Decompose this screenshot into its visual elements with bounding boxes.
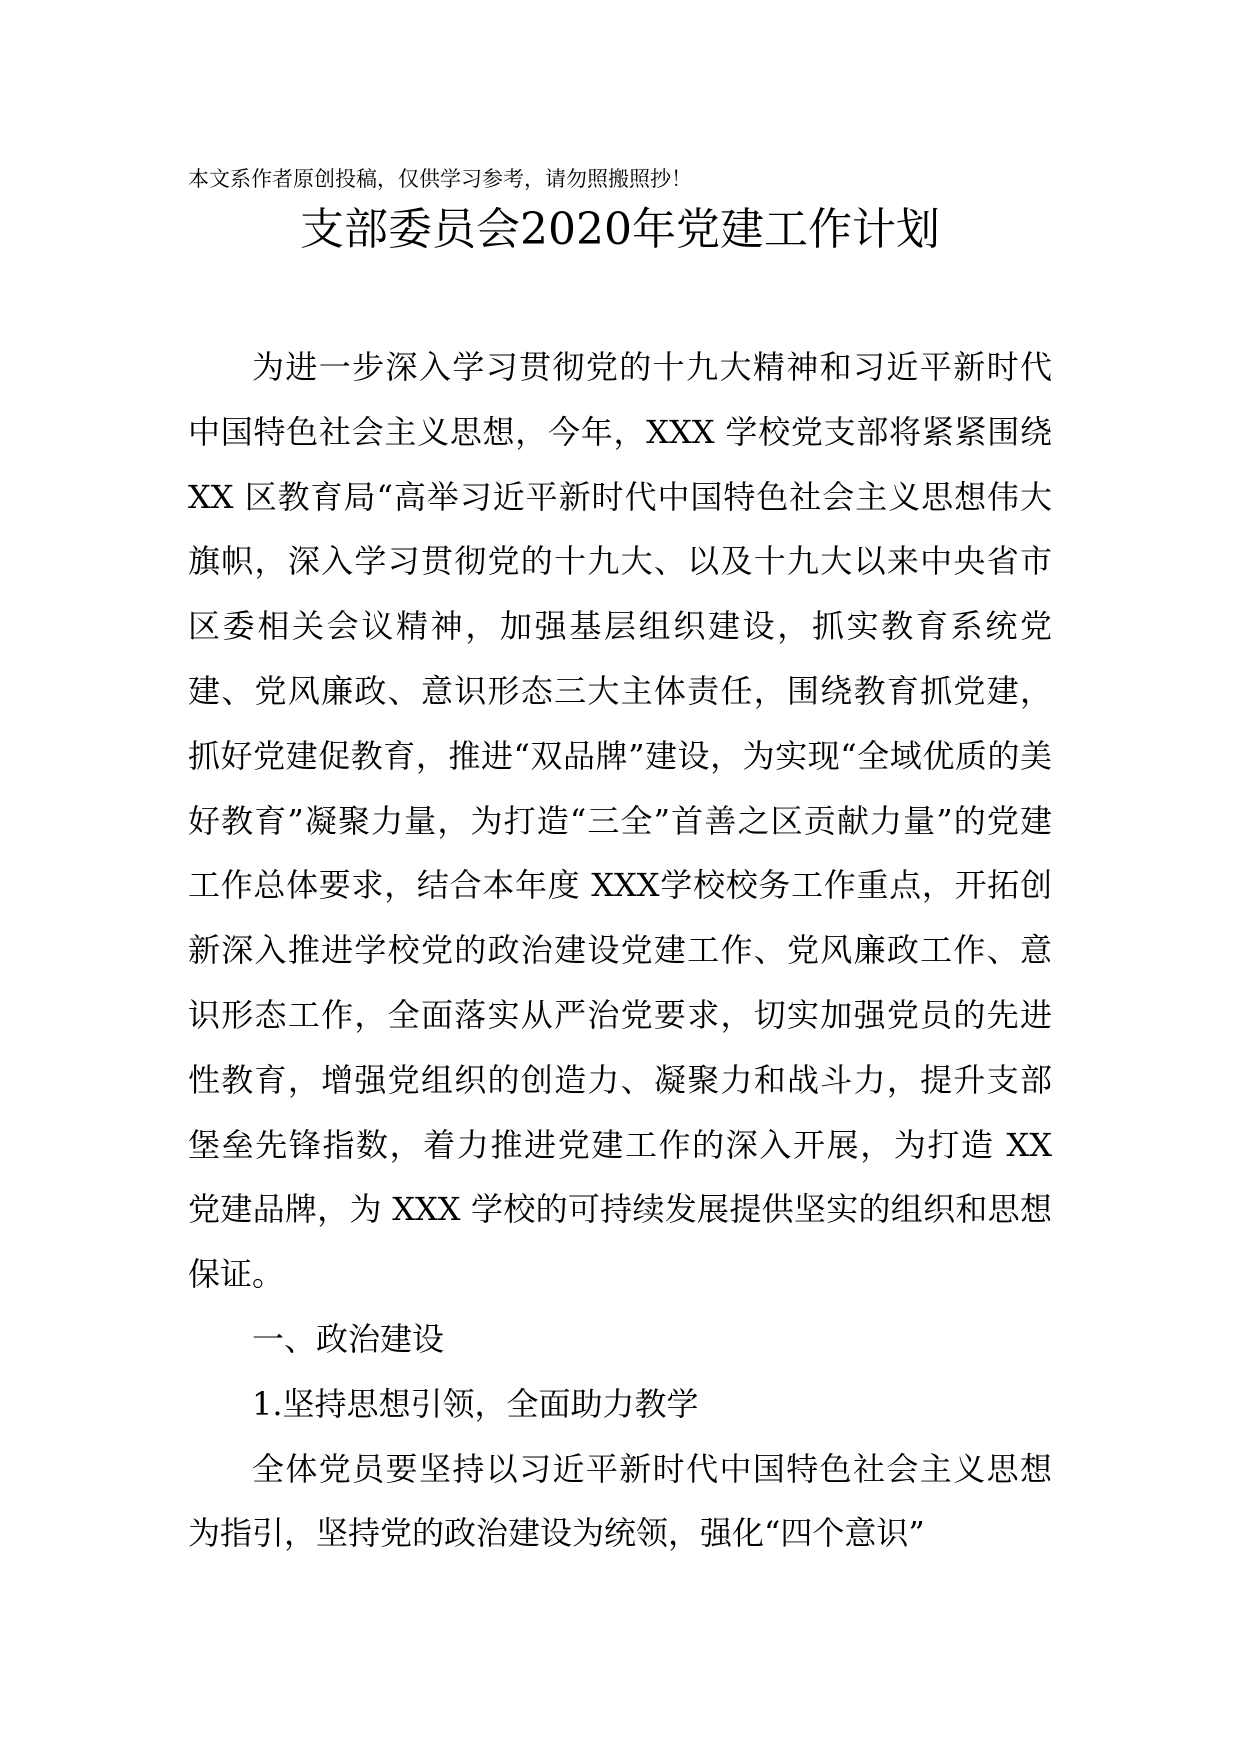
intro-line: 围绕 XX 区教育局“高举习近平新时代中国特色社会主义思 (188, 412, 1052, 516)
intro-line: 治党要求，切实加强党员的先进性教育，增强党组织的创 (188, 995, 1052, 1099)
intro-line: 现“全域优质的美好教育”凝聚力量，为打造“三全”首 (188, 736, 1052, 840)
intro-line: 党建工作、党风廉政工作、意识形态工作，全面落实从严 (188, 931, 1052, 1034)
intro-paragraph (188, 335, 1052, 1307)
intro-line: 善之区贡献力量”的党建工作总体要求，结合本年度 XXX (188, 801, 1052, 905)
intro-line: 代中国特色社会主义思想，今年，XXX 学校党支部将紧紧 (188, 348, 1052, 451)
document-title: 支部委员会2020年党建工作计划 (300, 204, 940, 255)
copyright-notice: 本文系作者原创投稿，仅供学习参考，请勿照搬照抄！ (188, 167, 692, 191)
section-heading: 一、政治建设 (252, 1319, 445, 1358)
intro-line: 想伟大旗帜，深入学习贯彻党的十九大、以及十九大以来 (188, 477, 1052, 581)
intro-line: 中央省市区委相关会议精神，加强基层组织建设，抓实教 (188, 542, 1052, 646)
intro-line: 校的可持续发展提供坚实的组织和思想保证。 (188, 1190, 1052, 1294)
section-line: 想为指引，坚持党的政治建设为统领，强化“四个意识” (188, 1449, 1052, 1553)
subsection-heading: 1.坚持思想引领，全面助力教学 (252, 1384, 699, 1423)
section-paragraph (188, 1437, 1052, 1567)
intro-line: 学校校务工作重点，开拓创新深入推进学校党的政治建设 (188, 866, 1052, 970)
intro-line: 进党建工作的深入开展，为打造 XX 党建品牌，为 XXX 学 (188, 1125, 1052, 1229)
intro-line: 育系统党建、党风廉政、意识形态三大主体责任，围绕教 (188, 607, 1052, 710)
section-line: 全体党员要坚持以习近平新时代中国特色社会主义思 (252, 1449, 1020, 1488)
intro-line: 育抓党建，抓好党建促教育，推进“双品牌”建设，为实 (188, 671, 1052, 775)
intro-line: 造力、凝聚力和战斗力，提升支部堡垒先锋指数，着力推 (188, 1060, 1052, 1164)
intro-line: 为进一步深入学习贯彻党的十九大精神和习近平新时 (252, 348, 1020, 386)
document-body (188, 335, 1052, 1566)
